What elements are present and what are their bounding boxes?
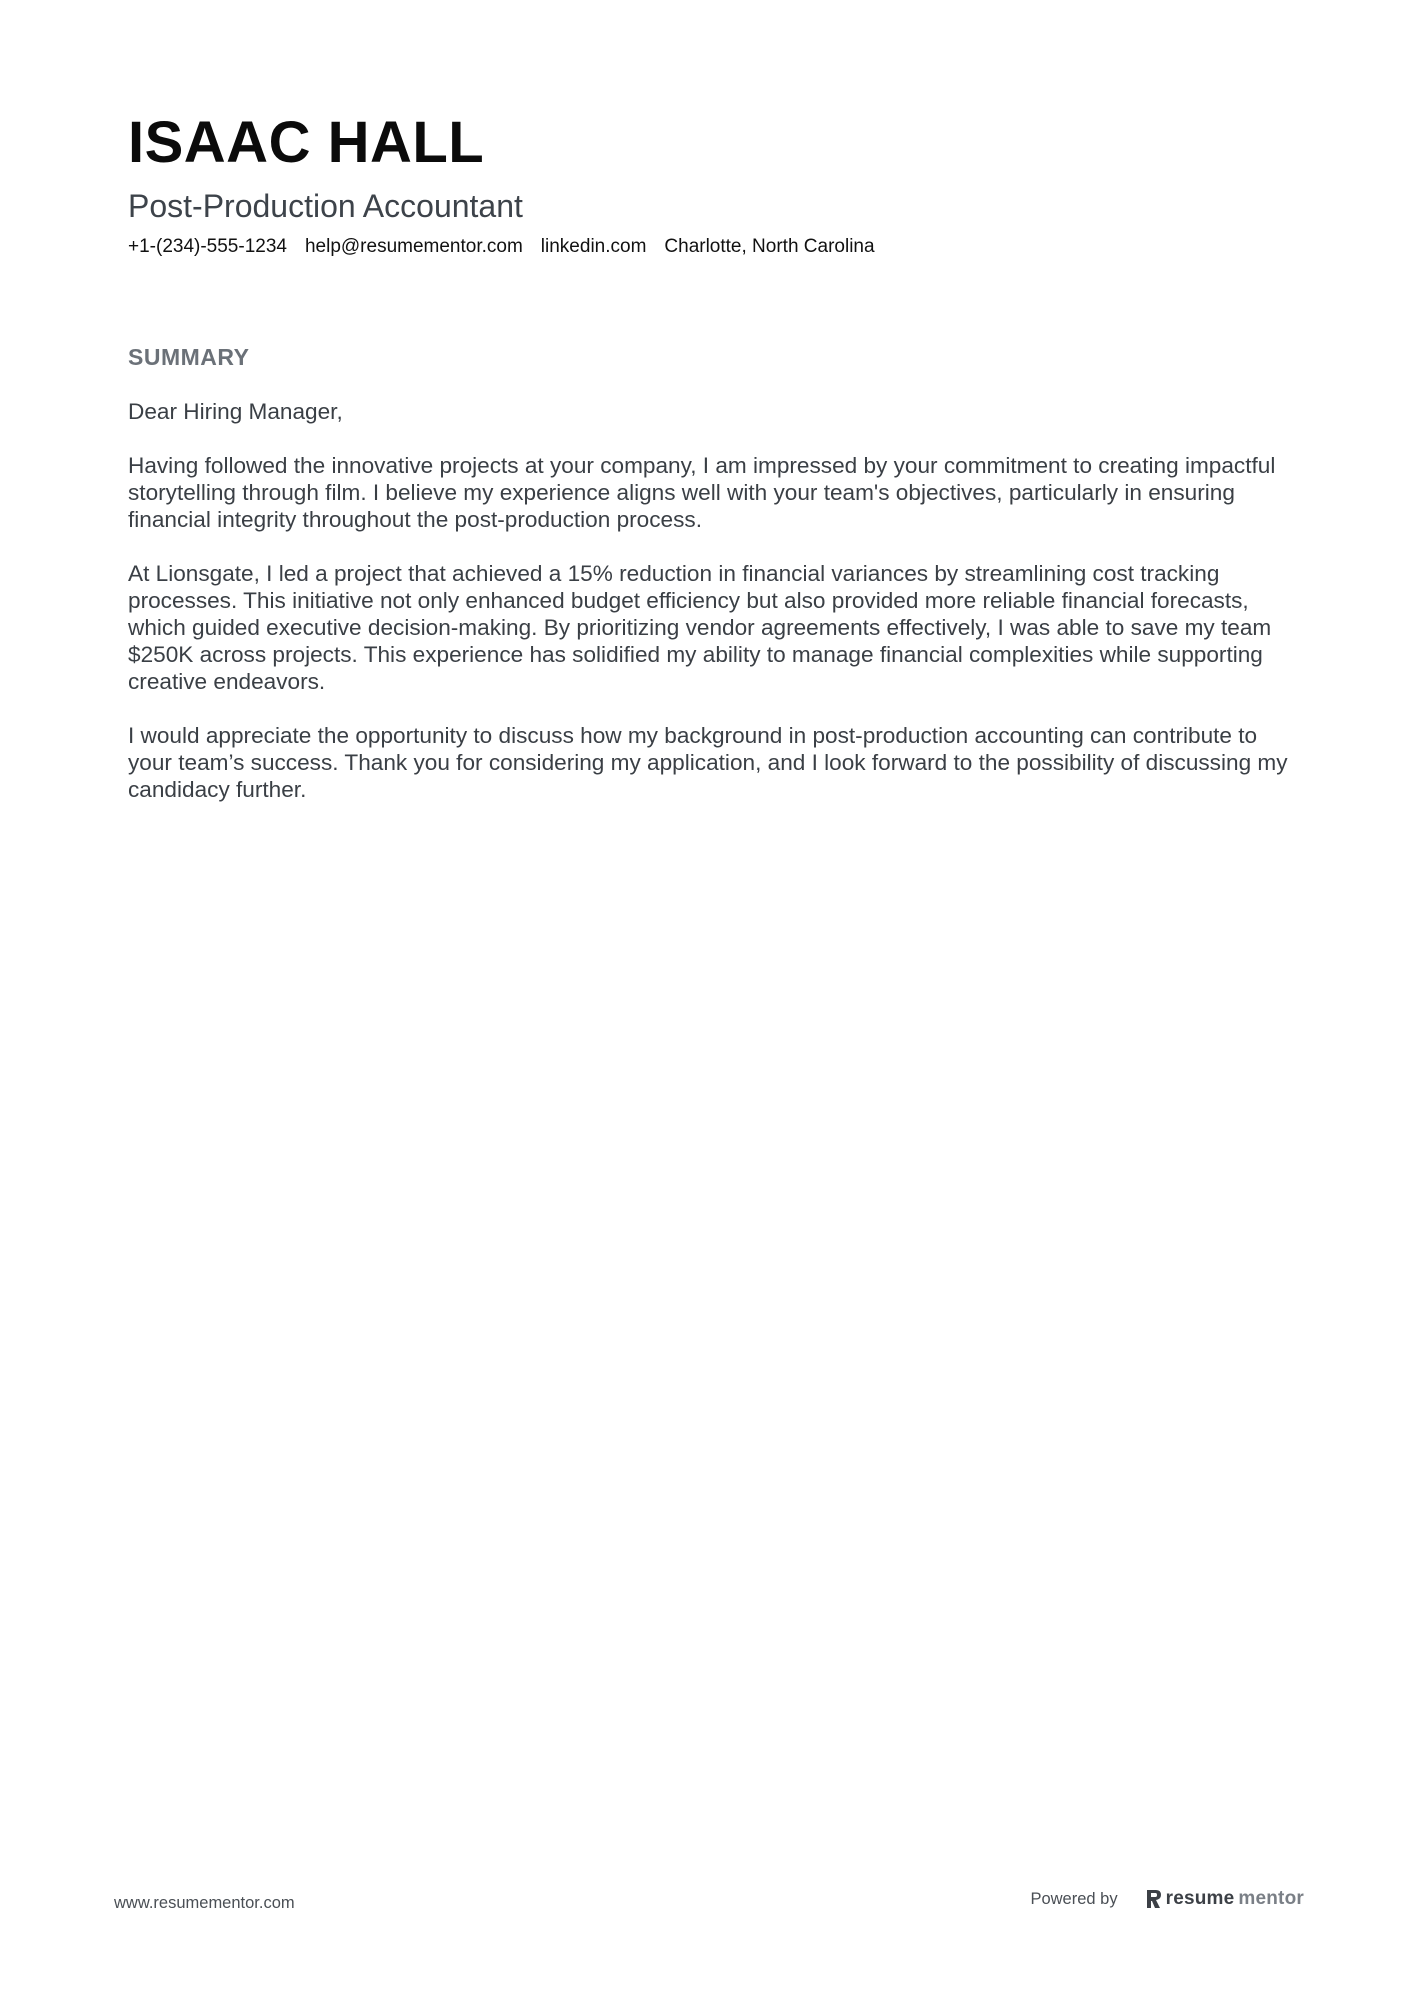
footer-powered-by bbox=[1030, 1888, 1304, 1910]
letter-paragraph: Having followed the innovative projects at your company, I am impressed by your commitment to creating impactful storytelling through film. I believe my experience aligns well with your team's objectives, particularly in ensuring financial integrity throughout the post-production process. bbox=[128, 453, 1276, 532]
cover-letter-body bbox=[128, 398, 1288, 830]
contact-linkedin[interactable]: linkedin.com bbox=[540, 236, 647, 257]
candidate-name: ISAAC HALL bbox=[128, 110, 485, 175]
brand-logo[interactable] bbox=[1146, 1888, 1304, 1910]
powered-by-label: Powered by bbox=[1030, 1889, 1118, 1908]
job-title: Post-Production Accountant bbox=[128, 188, 523, 224]
letter-paragraph: At Lionsgate, I led a project that achieved a 15% reduction in financial variances by streamlining cost tracking processes. This initiative not only enhanced budget efficiency but also provided more reliable financial forecasts, which guided executive decision-making. By prioritizing vendor agreements effectively, I was able to save my team $250K across projects. This experience has solidified my ability to manage financial complexities while supporting creative endeavors. bbox=[128, 561, 1272, 694]
brand-name-mentor: mentor bbox=[1238, 1888, 1304, 1909]
resume-header bbox=[128, 108, 1278, 260]
summary-heading: SUMMARY bbox=[128, 344, 250, 370]
contact-line bbox=[128, 234, 1278, 260]
letter-paragraph: I would appreciate the opportunity to discuss how my background in post-production accounting can contribute to your team’s success. Thank you for considering my application, and I look forward to the possibility of discussing my candidacy further. bbox=[128, 723, 1288, 802]
contact-email[interactable]: help@resumementor.com bbox=[304, 236, 523, 257]
contact-location: Charlotte, North Carolina bbox=[664, 236, 875, 257]
letter-salutation: Dear Hiring Manager, bbox=[128, 399, 343, 424]
brand-name-resume: resume bbox=[1165, 1888, 1235, 1909]
footer-website-link[interactable]: www.resumementor.com bbox=[114, 1894, 295, 1912]
resumementor-logo-icon bbox=[1146, 1889, 1162, 1909]
contact-phone[interactable]: +1-(234)-555-1234 bbox=[128, 236, 287, 257]
